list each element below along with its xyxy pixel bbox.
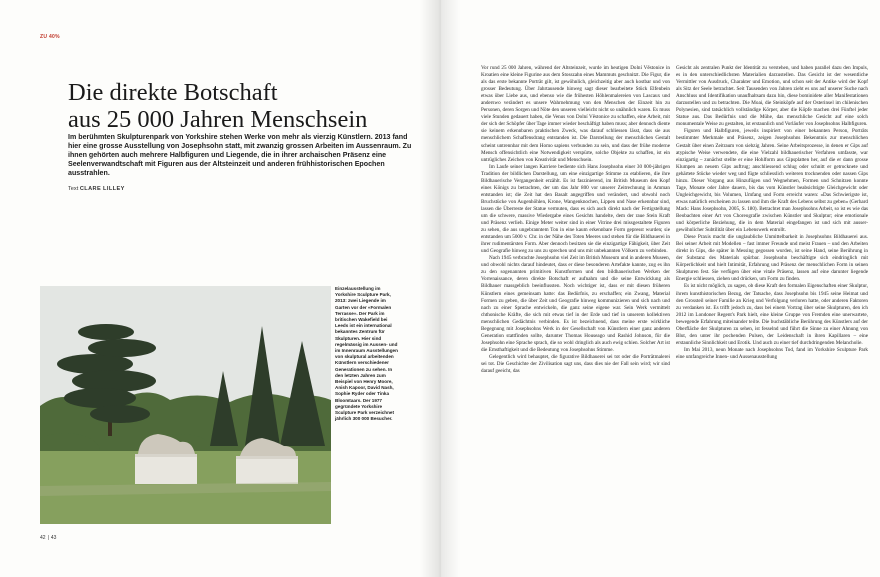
page-folio: 42 | 43 <box>40 535 57 541</box>
paragraph: Diese Praxis macht die unglaubliche Unmittelbarkeit in Josephsohns Bildhauerei aus. Bei seiner Arbeit mit Modellen – fast immer Freunde und meist Frauen – und den Arbeiten direkt in Gips, die später in Messing gegossen wurden, ist seine Hand, seine Berührung in der Substanz des Materials spürbar. Josephsohn beschäftigte sich eindringlich mit Körperlichkeit und hielt Intimität, Erfahrung und Präsenz der menschlichen Form in seinen Skulpturen fest. Sie verfügen über eine vitale Präsenz, lassen auf eine darunter liegende Energie schliessen, ziehen und drücken, um Form zu finden. <box>676 234 868 283</box>
headline-line-2: aus 25 000 Jahren Menschsein <box>68 106 368 133</box>
lead-paragraph: Im berühmten Skulpturenpark von Yorkshire stehen Werke von mehr als vierzig Künstlern. 2013 fand hier eine grosse Ausstellung von Josephsohn statt, mit zwanzig grossen Arbeiten im Aussenraum. Zu ihnen gehörten auch mehrere Halbfiguren und Liegende, die in ihrer archaischen Präsenz eine Seelenverwandtschaft mit Figuren aus der Altsteinzeit und anderen frühhistorischen Epochen ausstrahlen. <box>68 133 412 178</box>
body-column-2 <box>676 65 868 361</box>
byline-author: CLARE LILLEY <box>79 186 125 192</box>
byline <box>68 186 125 192</box>
headline-line-1: Die direkte Botschaft <box>68 79 278 106</box>
byline-prefix: Text <box>68 186 79 192</box>
paragraph: Nach 1945 verbrachte Josephsohn viel Zeit im British Museum und in anderen Museen, und obwohl nichts darauf hindeutet, dass er diese besonderen Artefakte kannte, zog es ihn zu den sogenannten primitiven Kunstformen und den bildhauerischen Werken der Vorrenaissance, deren direkte Botschaft er aufnahm und die seine Entwicklung als Bildhauer massgeblich beeinflussten. Noch wichtiger ist, dass er mit diesen früheren Künstlern eines gemeinsam hatte: das Bedürfnis, zu erschaffen; ein Zwang, Material Formen zu geben, die über Zeit und Geografie hinweg kommunizieren und sich nach und nach zu einer Sprache entwickeln, die ganz seine eigene war. Sein Werk vermittelt chthonische Kräfte, die sich mit etwas tief in der Erde und tief in unserem kollektiven menschlichen Gedächtnis verbinden. Es ist bezeichnend, dass meine erste wirkliche Begegnung mit Josephsohns Werk in der Gesellschaft von Künstlern einer ganz anderen Generation stattfinden sollte, darunter Thomas Houseago und Rashid Johnson, für die Josephsohn eine Sprache sprach, die so wohl dringlich als auch ewig schien. Solcher Art ist die Ernsthaftigkeit und die Bedeutung von Josephsohns Stimme. <box>481 255 670 353</box>
folio-right: 43 <box>50 535 57 541</box>
gutter-shadow <box>420 0 460 577</box>
paragraph: Es ist nicht möglich, zu sagen, ob diese Kraft den formalen Eigenschaften einer Skulptur, ihrem kunsthistorischen Bezug, der Tatsache, dass Josephsohn bis 1945 seine Heimat und den Grossteil seiner Familie an Krieg und Verfolgung verloren hatte, oder anderen Faktoren zu verdanken ist. Es trifft jedoch zu, dass bei einem Vortrag über seine Skulpturen, den ich 2012 im Londoner Regent's Park hielt, eine kleine Gruppe von Fremden eine unerwartete, bewegende Erfahrung miteinander teilte. Die buchstäbliche Berührung des Künstlers auf der Oberfläche der Skulpturen zu sehen, ist fesselnd und führt die Sinne zu einer Ahnung von Blut, den unter ihr pochenden Pulsen, der Leidenschaft in ihren Kapillaren – eine erstaunliche Sinnlichkeit und Erotik. Und auch zu einer tief durchdringenden Melancholie. <box>676 283 868 346</box>
paragraph: Im Laufe seiner langen Karriere bediente sich Hans Josephsohn einer 30 000-jährigen Tradition der bildlichen Darstellung, um eine einzigartige Stimme zu etablieren, die ihre Bildhauerische Vergangenheit erzählt. Es ist faszinierend, im British Museum den Kopf eines Königs zu betrachten, der um das Jahr 800 vor unserer Zeitrechnung in Amman entstanden ist; die Zeit hat den Basalt angegriffen und verändert, und obwohl noch Bruchstücke von Augenhöhlen, Krone, Wangenknochen, Lippen und Nase erkennbar sind, lassen die Überreste der Statue vermuten, dass es sich auch direkt nach der Fertigstellung um die schwere, massive Wiedergabe eines Gesichts handelte, dem der raue Stein Kraft und Präsenz verlieh. Einige Meter weiter sind in einer Vitrine drei missgestaltete Figuren zu sehen, die aus ungebranntem Ton in eine kaum erkennbare Form gepresst wurden; sie entstanden um 5000 v. Chr. in der Nähe des Toten Meeres und stehen für die Bildhauerei in ihrer rudimentärsten Form. Aber dennoch besitzen sie die einzigartige Fähigkeit, über Zeit und Geografie hinweg zu uns zu sprechen und uns mit unbekannten Völkern zu verbinden. <box>481 163 670 255</box>
section-tag: ZU 40% <box>40 34 60 40</box>
headline <box>68 79 408 133</box>
folio-left: 42 <box>40 535 46 541</box>
paragraph: Gelegentlich wird behauptet, die figurative Bildhauerei sei tot oder die Porträtmalerei sei tot. Die Geschichte der Zivilisation sagt uns, dass dies nie der Fall sein wird; wir sind darauf geeicht, das <box>481 353 670 375</box>
paragraph: Figuren und Halbfiguren, jeweils inspiriert von einer bekannten Person, Porträts bestimmter Merkmale und Präsenz, zeigen Josephsohns Bekenntnis zur menschlichen Gestalt über einen Zeitraum von siebzig Jahren. Seine Arbeitsprozesse, in denen er Gips auf atypische Weise verwendete, die eine Vielzahl bildhauerischer Verfahren umfasste, war einzigartig – zunächst stellte er eine Hohlform aus Gipsplatten her, auf die er dann grosse Klumpen an neuem Gips auftrug; anschliessend schlug oder schnitt er getrocknete und gehärtete Stücke wieder weg und fügte schliesslich weiteren trocknenden oder nassen Gips hinzu. Dieser Vorgang aus Hinzufügen und Wegnehmen, Formen und Schnitzen konnte Tage, Monate oder Jahre dauern, bis das vom Künstler beabsichtigte Gleichgewicht oder Ungleichgewicht, bis Volumen, Umfang und Form erreicht waren: «Das Schwierigste ist, etwas natürlich erscheinen zu lassen und ihm die Kraft des Lebens selbst zu geben» (Gerhard Mack: Hans Josephsohn, 2005, S. 180). Betrachtet man Josephsohns Arbeit, so ist es wie das Beobachten einer Art von Choreografie zwischen Künstler und Skulptur; eine emotionale und körperliche Beziehung, die in dem Material eingefangen ist und sich mit aussergewöhnlicher Subtilität über ein Lebenswerk entrollt. <box>676 128 868 234</box>
paragraph: Gesicht als zentralen Punkt der Identität zu verstehen, und haben parallel dazu den Impuls, es in den unterschiedlichsten Materialien darzustellen. Das Gesicht ist der wesentliche Vermittler von Ausdruck, Charakter und Emotion, und schon seit der Antike wird der Kopf als Sitz der Seele betrachtet. Seit Tausenden von Jahren zieht es uns auf unserer Suche nach Anschluss und Identifikation unaufhaltsam dazu hin, diese bominidete aller Manifestationen darzustellen und zu betrachten. Die Moai, die Steinköpfe auf der Osterinsel im chilenischen Polynesien, sind tatsächlich vollständige Körper, aber die Köpfe machen drei Fünftel jeder Statue aus. Das Bedürfnis und die Mühe, das menschliche Gesicht auf eine solch monumentale Weise zu gestalten, ist erstaunlich und Vorläufer von Josephsohns Halbfiguren. <box>676 65 868 128</box>
photo-caption: Einzelausstellung im Yorkshire Sculpture Park, 2013: zwei Liegende im Garten vor der «Formalen Terrasse». Der Park im britischen Wakefield bei Leeds ist ein international bekanntes Zentrum für Skulpturen. Hier sind regelmässig im Aussen- und im Innenraum Ausstellungen von skulptural arbeitenden Künstlern verschiedener Generationen zu sehen. In den letzten Jahren zum Beispiel von Henry Moore, Anish Kapoor, David Nash, Sophie Ryder oder Tinka Bloomtaars. Der 1977 gegründete Yorkshire Sculpture Park verzeichnet jährlich 300 000 Besucher. <box>335 286 398 422</box>
sculpture-park-photo <box>40 286 331 524</box>
paragraph: Vor rund 25 000 Jahren, während der Altsteinzeit, wurde im heutigen Dolní Věstonice in Kroatien eine kleine Figurine aus dem Stosszahn eines Mammuts geschnitzt. Die Figur, die als das erste bekannte Porträt gilt, ist gewöhnlich, gleichzeitig aber auch kostbar und von grosser Bedeutung. Über Jahrtausende hinweg sagt dieser bearbeitete Stück Elfenbein etwas über Liebe aus, und ebenso wie die frühesten Höhlenmalereien von Lascaux und anderswo verändert es unsere Wahrnehmung von den Menschen der Einzeit hin zu Personen, deren Sorgen und Nöte den unseren vielleicht nicht so unähnlich waren. Es muss viele Stunden gedauert haben, die Venus von Dolní Věstonice zu schaffen, eine Arbeit, mit der sich der Schöpfer über Tage immer wieder beschäftigt haben muss; aber dennoch diente sie keinem erkennbaren praktischen Zweck, was darauf schliessen lässt, dass sie aus menschlichem Schaffensdrang entstanden ist. Die Darstellung der menschlichen Gestalt scheint untrennbar mit dem Homo sapiens verbunden zu sein, und dass der frühe moderne Mensch offensichtlich eine Notwendigkeit verspürte, solche Objekte zu schaffen, ist ein untrügliches Zeichen von Kreativität und Menschsein. <box>481 65 670 163</box>
paragraph: Im Mai 2013, neun Monate nach Josephsohns Tod, fand im Yorkshire Sculpture Park eine umfangreiche Innen- und Aussenausstellung <box>676 346 868 360</box>
body-column-1 <box>481 65 670 375</box>
